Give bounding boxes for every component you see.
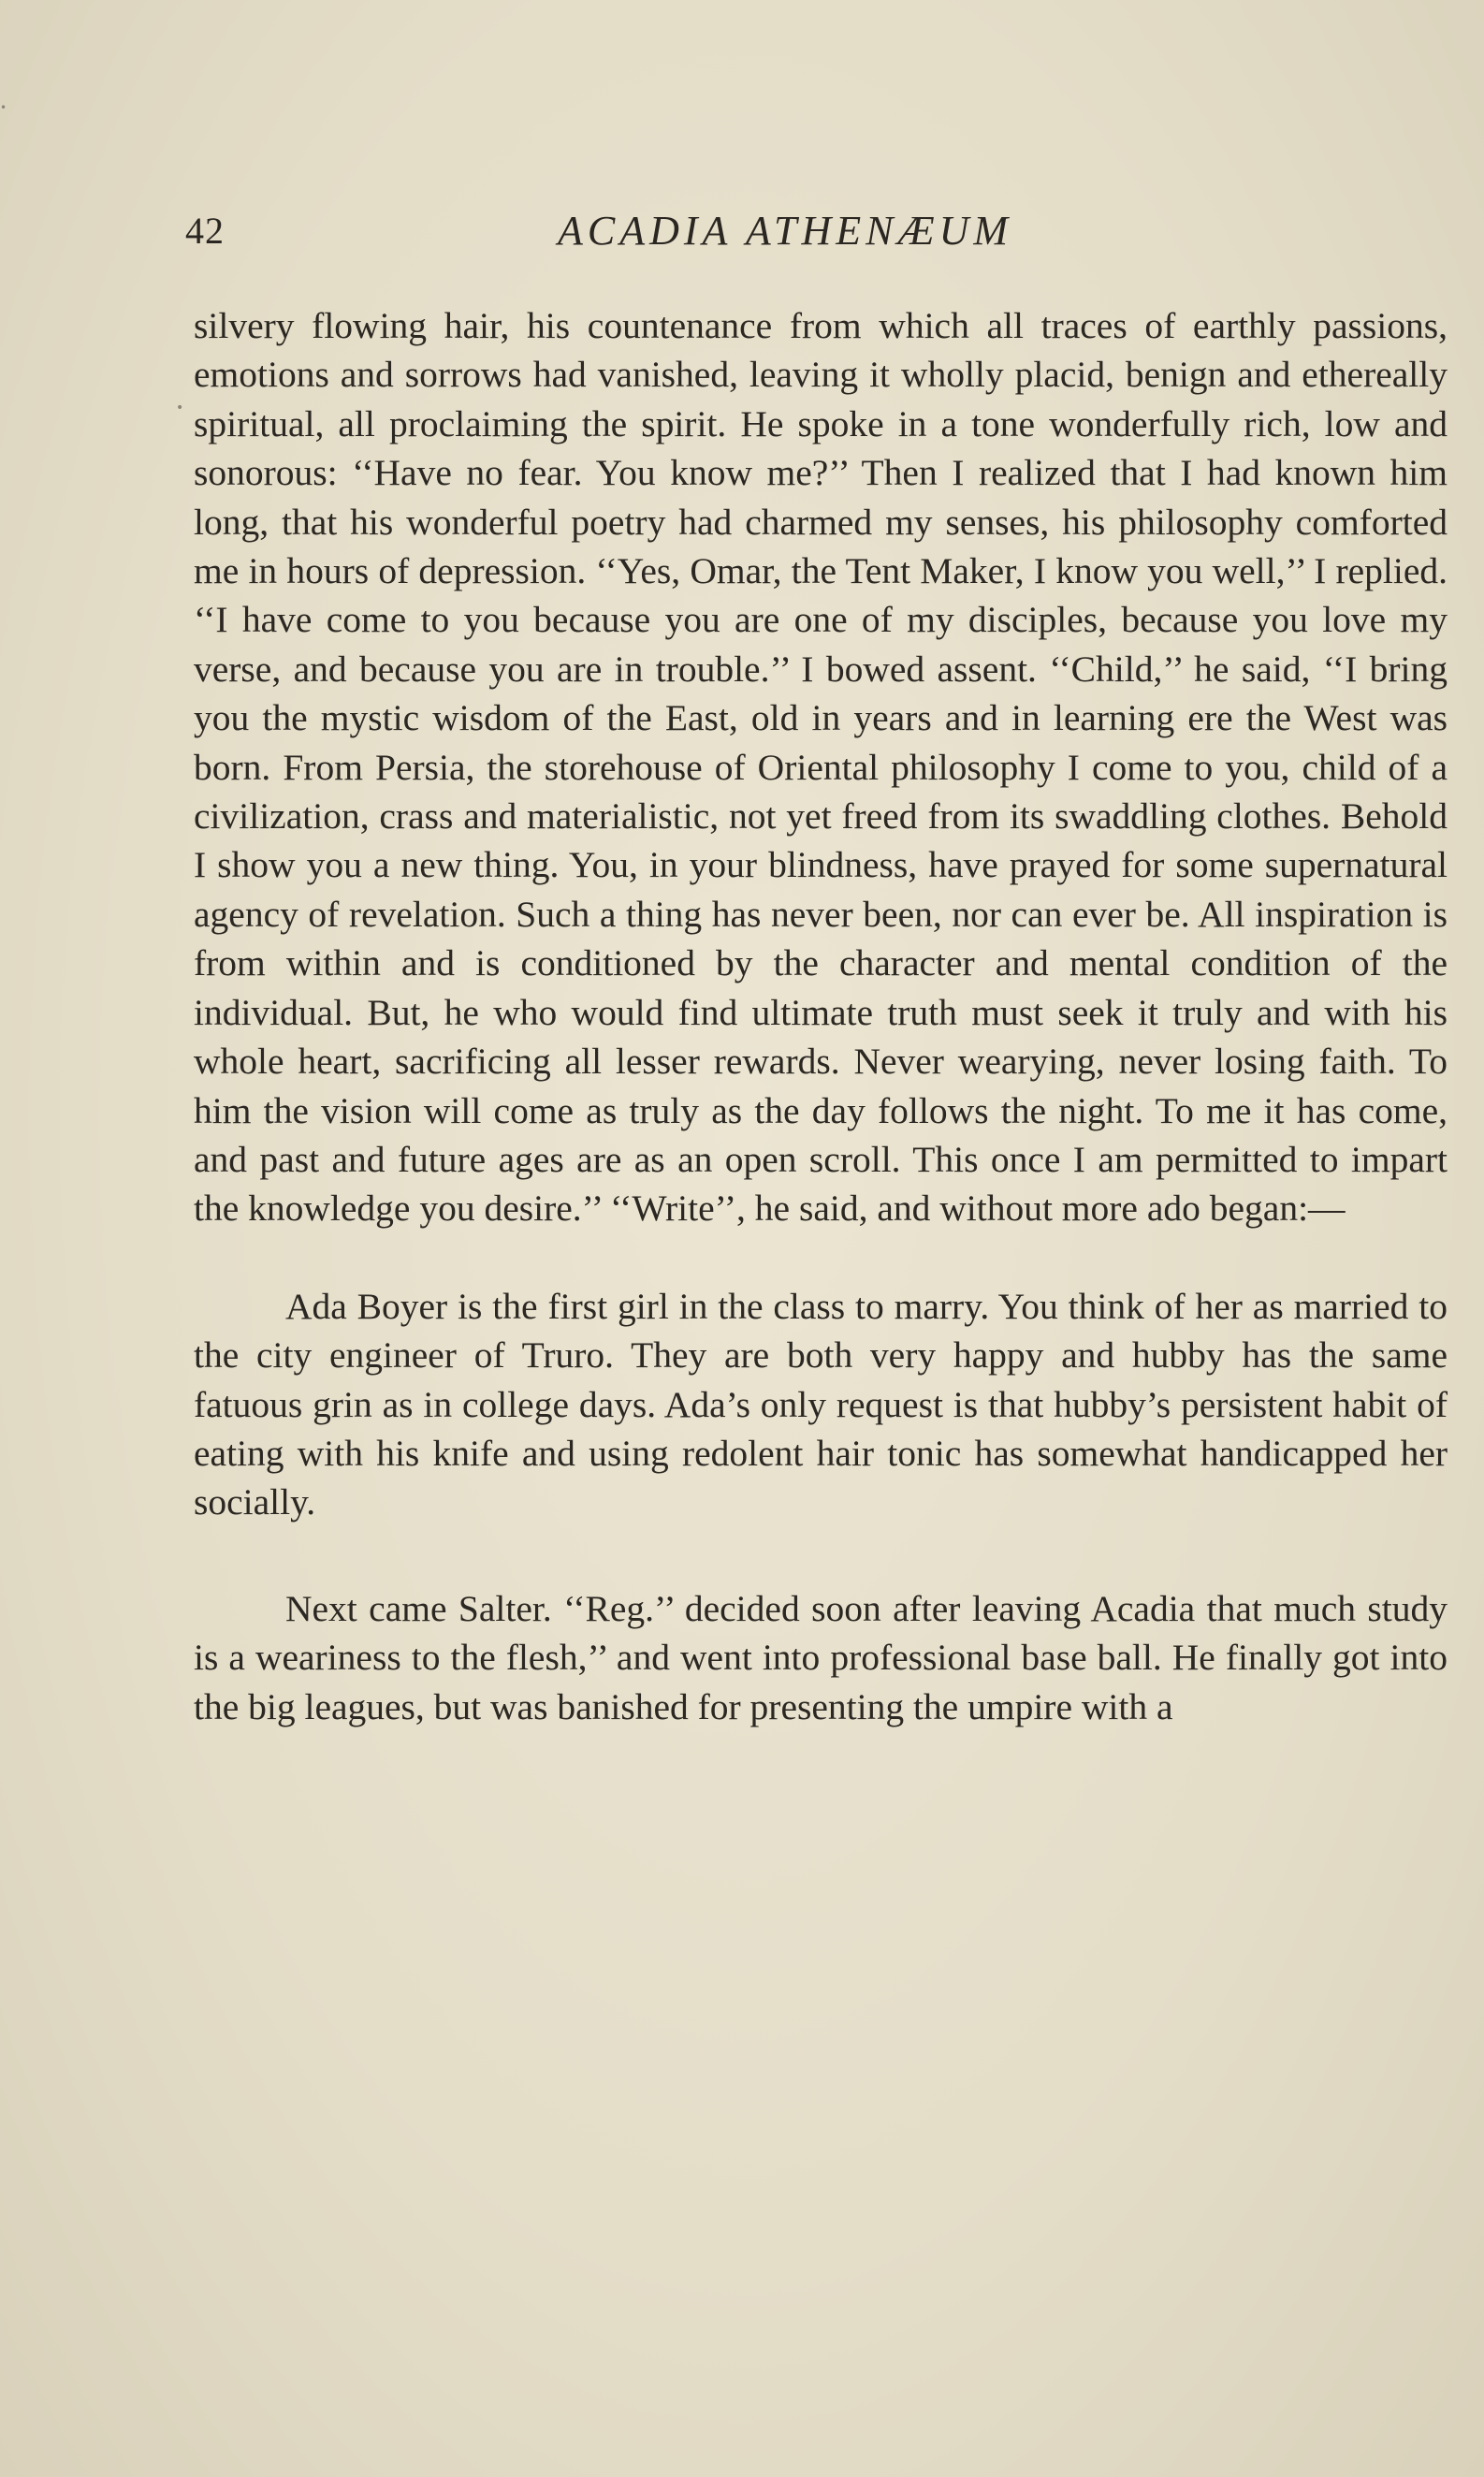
running-title: ACADIA ATHENÆUM xyxy=(558,208,1013,254)
paper-mark: • xyxy=(0,101,7,114)
body-text xyxy=(194,301,1448,1731)
paragraph-salter: Next came Salter. ‘‘Reg.’’ decided soon after leaving Acadia that much study is a weariness to the flesh,’’ and went into professional base ball. He finally got into the big leagues, but was banished for presenting the umpire with a xyxy=(194,1587,1448,1727)
page-number: 42 xyxy=(185,210,225,252)
paper-mark: • xyxy=(176,401,184,415)
paragraph-omar: silvery flowing hair, his countenance from which all traces of earthly passions, emotions and sorrows had vanished, leaving it wholly placid, benign and ethereally spiritual, all proclaiming the spirit. He spoke in a tone wonderfully rich, low and sonorous: ‘‘Have no fear. You know me?’’ Then I realized that I had known him long, that his wonderful poetry had charmed my senses, his philosophy comforted me in hours of depression. ‘‘Yes, Omar, the Tent Maker, I know you well,’’ I replied. ‘‘I have come to you because you are one of my disciples, because you love my verse, and because you are in trouble.’’ I bowed assent. ‘‘Child,’’ he said, ‘‘I bring you the mystic wisdom of the East, old in years and in learning ere the West was born. From Persia, the storehouse of Oriental philosophy I come to you, child of a civilization, crass and materialistic, not yet freed from its swaddling clothes. Behold I show you a new thing. You, in your blindness, have prayed for some supernatural agency of revelation. Such a thing has never been, nor can ever be. All inspiration is from within and is conditioned by the character and mental condition of the individual. But, he who would find ultimate truth must seek it truly and with his whole heart, sacrificing all lesser rewards. Never wearying, never losing faith. To him the vision will come as truly as the day follows the night. To me it has come, and past and future ages are as an open scroll. This once I am permitted to impart the knowledge you desire.’’ ‘‘Write’’, he said, and without more ado began:— xyxy=(194,305,1448,1230)
page-header xyxy=(185,201,1299,267)
paragraph-ada-boyer: Ada Boyer is the first girl in the class to marry. You think of her as married to the city engineer of Truro. They are both very happy and hubby has the same fatuous grin as in college days. Ada’s only request is that hubby’s persistent habit of eating with his knife and using redolent hair tonic has somewhat handicapped her socially. xyxy=(194,1285,1448,1523)
